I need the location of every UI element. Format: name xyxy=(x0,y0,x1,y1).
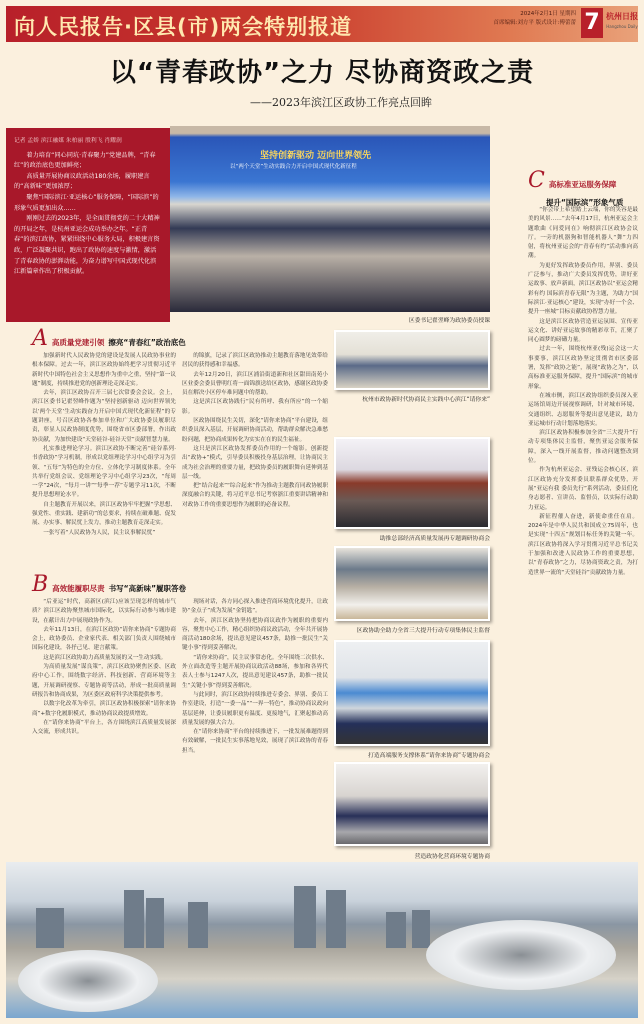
paragraph: 在“请你来协商”平台的持续推进下，一批发展难题得到有效破解，一批民生实事落地见效，展现了滨江政协的青春担当。 xyxy=(182,729,328,754)
photo-caption: 区委书记翟翌峰为政协委员授课 xyxy=(408,318,490,324)
section-a-column-1 xyxy=(32,352,176,562)
section-letter: A xyxy=(32,326,48,351)
subheadline: ——2023年滨江区政协工作亮点回眸 xyxy=(250,96,432,109)
paragraph: “后亚运”时代，高新区(滨江)应该呈现怎样的城市气质？滨江区政协聚焦城市国际化，以实际行动参与城市建设，在献计出力中展现政协作为。 xyxy=(32,599,176,624)
photo-research-meeting xyxy=(334,437,490,529)
paragraph: 这只是滨江区政协发挥委员作用的一个缩影。创新提出“政协+”模式，引导委员积极投身基层治理，让协商民主成为社会治理的重要力量，把政协委员的履职舞台延伸到基层一线。 xyxy=(182,445,328,480)
paragraph: 去年11月13日，在滨江区政协“请你来协商”专题协商会上，政协委员、企业家代表、相关部门负责人围绕城市国际化建设，各抒己见、建言献策。 xyxy=(32,626,176,652)
newspaper-logo xyxy=(606,12,638,32)
paragraph: 自主题教育开展以来，滨江区政协牢牢把握“学思想、强党性、重实践、建新功”的总要求，持续在破难题、促发展、办实事、解民忧上发力，推动主题教育走深走实。 xyxy=(32,501,176,527)
logo-en: Hangzhou Daily xyxy=(606,24,638,29)
paragraph: 这是滨江区政协助力高质量发展的又一生动实践。 xyxy=(43,654,167,661)
section-title: 向人民报告·区县(市)两会特别报道 xyxy=(14,15,353,39)
paragraph: 的锦旗，记录了滨江区政协推动主题教育落地见效带给居民的获得感和幸福感。 xyxy=(182,353,328,369)
building xyxy=(124,890,144,948)
photo-service-consultation xyxy=(334,640,490,746)
section-letter: C xyxy=(528,168,545,193)
paragraph: “请你来协商”，民主议事常态化。全年围绕二次供水、外立面改造等主题开展协商议政活动88场，参加和各界代表人士参与1247人次，提出意见建议457条，助推一批民生“关键小事”得到妥善解决。 xyxy=(182,654,328,689)
building xyxy=(294,886,316,948)
paragraph: 新征程催人奋进，新使命重任在肩。2024年是中华人民共和国成立75周年，也是实现“十四五”规划目标任务的关键一年。滨江区政协将深入学习贯彻习近平总书记关于加强和改进人民政协工作的重要思想，以“青春政协”之力，尽协商资政之责，为打造世界一流的“天堂硅谷”贡献政协力量。 xyxy=(528,513,638,576)
page-number: 7 xyxy=(581,8,603,38)
page-header-banner xyxy=(6,6,638,42)
photo-caption: 区政协助全助力全省三大提升行动专项集体民主监督 xyxy=(356,628,490,634)
section-c-column xyxy=(528,206,638,856)
photo-caption: 助推总部经济高质量发展再专题调研协商会 xyxy=(379,536,490,542)
paragraph: 去年，滨江区政协召开三届七次常委会会议。会上，滨江区委书记翟翌峰作题为“坚持创新驱动 迈向世界领先 以‘两个天堂’生动实践奋力开启中国式现代化新征程”的专题讲座，号召区政协各参加单位和广大政协委员履职尽责，彰显人民政协制度优势，围绕省市区委部署，作出政协贡献，为加快建设“天堂硅谷·硅谷天堂”贡献智慧力量。 xyxy=(32,390,176,443)
intro-paragraph: 刚刚过去的2023年，是全面贯彻党的二十大精神的开局之年，是杭州亚运会成功举办之年。“正青春”的滨江政协，紧紧围绕中心服务大局，积极建言资政，广泛凝聚共识，跑出了政协的速度与激情，激活了青春政协的澎湃动能，为奋力谱写中国式现代化滨江新篇章作出了积极贡献。 xyxy=(14,215,160,276)
paragraph: 一张写着“人民政协为人民，民主议事解民忧” xyxy=(43,529,156,536)
section-b-heading xyxy=(32,572,186,597)
paragraph: “你会带上希望踏上云端，你的笑容是最美的风景……”去年4月17日，杭州亚运会主题歌曲《同爱同在》响彻滨江区政协会议厅。一旁的机器狗和智能机器人“舞”力四射，将杭州亚运会的“青春有约”活动推向高潮。 xyxy=(528,207,638,260)
paragraph: 这是滨江区政协践行“民有所呼、我有所应”的一个缩影。 xyxy=(182,399,328,415)
paragraph: 这是滨江区政协营造亚运氛围、宣传亚运文化、讲好亚运故事的精彩章节，汇聚了同心圆梦的磅礴力量。 xyxy=(528,318,638,344)
issue-meta xyxy=(426,10,576,28)
paragraph: 作为杭州亚运会、亚残运会核心区，滨江区政协充分发挥委员联系群众优势，开展“亚运有我 委员先行”系列活动，委员们化身志愿者、宣讲员、监督员，以实际行动助力亚运。 xyxy=(528,467,638,511)
panorama-photo-olympic-center xyxy=(6,862,638,1018)
section-b-column-2 xyxy=(182,598,328,853)
section-headline: 书写“高新味”履职答卷 xyxy=(108,584,187,593)
building xyxy=(326,890,346,948)
issue-date: 2024年2月1日 星期四 xyxy=(520,11,576,17)
paragraph: 过去一年，围绕杭州亚(残)运会这一大事要事，滨江区政协坚定贯彻省市区委部署，发挥“政协之能”，展现“政协之为”，以高标准亚运服务保障，提升“国际滨”的城市形象。 xyxy=(528,346,638,390)
intro-box xyxy=(6,128,170,322)
paragraph: 加强新时代人民政协党的建设是发展人民政协事业的根本保障。过去一年，滨江区政协始终把学习贯彻习近平新时代中国特色社会主义思想作为重中之重，坚持“第一议题”制度，持续推进党的创新理论走深走实。 xyxy=(32,353,176,387)
photo-banner-line2: 以“两个天堂”生动实践合力开启中国式现代化新征程 xyxy=(230,164,357,170)
main-photo-lecture xyxy=(170,126,490,312)
paragraph: 在城市侧，滨江区政协组织委员深入亚运场馆周边开展视察调研，针对城市环境、交通组织、志愿服务等提出意见建议，助力亚运城市行动计划落地落实。 xyxy=(528,392,638,427)
section-c-heading xyxy=(528,168,640,208)
intro-paragraph: 聚焦“国际滨江·亚运核心”服务保障，“国际滨”的形象气质更加出众…… xyxy=(14,193,159,212)
paragraph: 把“结合起来”“综合起来”作为推动主题教育同政协履职深度融合的关键，将习近平总书记考察浙江重要讲话精神和对政协工作的重要思想作为履职的必备议程。 xyxy=(182,483,328,508)
intro-paragraph: 高质量开展协商议政活动180余场，履职建言的“高新味”更加浓厚； xyxy=(14,172,150,191)
section-letter: B xyxy=(32,572,49,597)
photo-caption: 营造政协化营商环境专题协商 xyxy=(414,854,490,860)
editors-credit: 首席编辑:刘方平 版式设计:傅蕾蕾 xyxy=(493,20,576,26)
paragraph: 现场对话，各方同心探入推进营商环境优化提升，让政协“金点子”成为发展“金钥匙”。 xyxy=(182,599,328,615)
photo-banner-line1: 坚持创新驱动 迈向世界领先 xyxy=(260,151,372,161)
paragraph: 去年，滨江区政协坚持把协商议政作为履职的重要内容，聚焦中心工作，精心组织协商议政活动，全年共开展协商活动180余场，提出意见建议457条，助推一批民生“关键小事”得到妥善解决。 xyxy=(182,617,328,652)
paragraph: 区政协围绕民生关切，深化“请你来协商”平台建设，组织委员深入基层，开展调研协商活动，帮助群众解决急难愁盼问题，把协商成果转化为实实在在的民生福祉。 xyxy=(182,418,328,443)
building xyxy=(36,908,64,948)
paragraph: 滨江区政协积极参加全省“三大提升”行动专项集体民主监督，聚焦亚运会服务保障，深入一线开展监督，推动问题整改到位。 xyxy=(528,430,638,465)
tennis-center-stadium xyxy=(18,950,158,1012)
building xyxy=(386,912,406,948)
photo-consultation-center xyxy=(334,330,490,390)
section-a-heading xyxy=(32,326,186,351)
photo-business-environment xyxy=(334,762,490,846)
building xyxy=(412,910,430,948)
section-tag: 高标准亚运服务保障 xyxy=(548,180,617,189)
headline: 以“青春政协”之力 尽协商资政之责 xyxy=(109,58,535,88)
paragraph: 在“请你来协商”平台上，各方围绕滨江高质量发展深入交流，形成共识。 xyxy=(32,719,176,736)
section-tag: 高效能履职尽责 xyxy=(52,584,105,593)
paragraph: 为更好发挥政协委员作用，界别、委员广泛参与，推动广大委员发挥优势，讲好亚运故事、放声新面，滨江区政协以“亚运会精彩有约 国际滨青春无限”为主题，为助力“国际滨江·亚运核心”建设，实现“办好一个会、提升一座城”目标贡献政协智慧力量。 xyxy=(528,262,638,316)
paragraph: 以数字化改革为牵引，滨江区政协积极探索“请你来协商”+数字化履职模式，推动协商议政提质增效。 xyxy=(32,701,176,717)
photo-supervision-visit xyxy=(334,546,490,621)
section-b-column-1 xyxy=(32,598,176,853)
building xyxy=(188,902,208,948)
section-headline: 提升“国际滨”形象气质 xyxy=(546,198,624,207)
logo-text: 杭州日报 xyxy=(606,12,638,21)
section-a-column-2 xyxy=(182,352,328,562)
paragraph: 去年12月20日，滨江区浦沿街道新和社区甜田南苑小区业委会委员曹明红将一面锦旗送给区政协，感谢区政协委员在解决小区停车难问题中的帮助。 xyxy=(182,371,328,397)
section-headline: 擦亮“青春红”政治底色 xyxy=(108,338,186,347)
paragraph: 与此同时，滨江区政协持续推进专委会、界别、委员工作室建设，打造“一委一品”“一界一特色”，推动协商议政向基层延伸，让委员履职更有温度、更接地气，汇聚起推动高质量发展的强大合力。 xyxy=(182,691,328,726)
section-tag: 高质量党建引领 xyxy=(51,338,105,347)
photo-caption: 打造高端服务支撑体系“请你来协商”专题协商会 xyxy=(368,753,490,759)
main-stadium xyxy=(426,920,616,990)
byline: 记者 孟娇 滨江融媒 朱柏丽 殷利飞 肖耀润 xyxy=(14,138,122,144)
building xyxy=(146,898,164,948)
photo-caption: 杭州市政协新时代协商民主实践中心滨江“请你来” xyxy=(362,397,490,403)
paragraph: 扎实推进理论学习。滨江区政协不断完善“硅谷系列·书香政协”学习机制，形成以党组理论学习中心组学习为引领、“五每”为特色的全方位、立体化学习制度体系。全年共举行党组会议、党组理论学习中心组学习23次，“每周一学”24次，“每月一讲”“每季一荐”专题学习11次，不断提升思想理论水平。 xyxy=(32,445,176,499)
intro-paragraph: 着力培育“同心同坑·青春聚力”党建品牌，“青春红”的政治底色更加鲜亮； xyxy=(14,151,156,170)
paragraph: 为高质量发展“谋良策”，滨江区政协聚焦区委、区政府中心工作，围绕数字经济、科技创新、营商环境等主题，开展调研视察、专题协商等活动，形成一批高质量调研报告和协商成果，为区委区政府科学决策提供参考。 xyxy=(32,664,176,698)
